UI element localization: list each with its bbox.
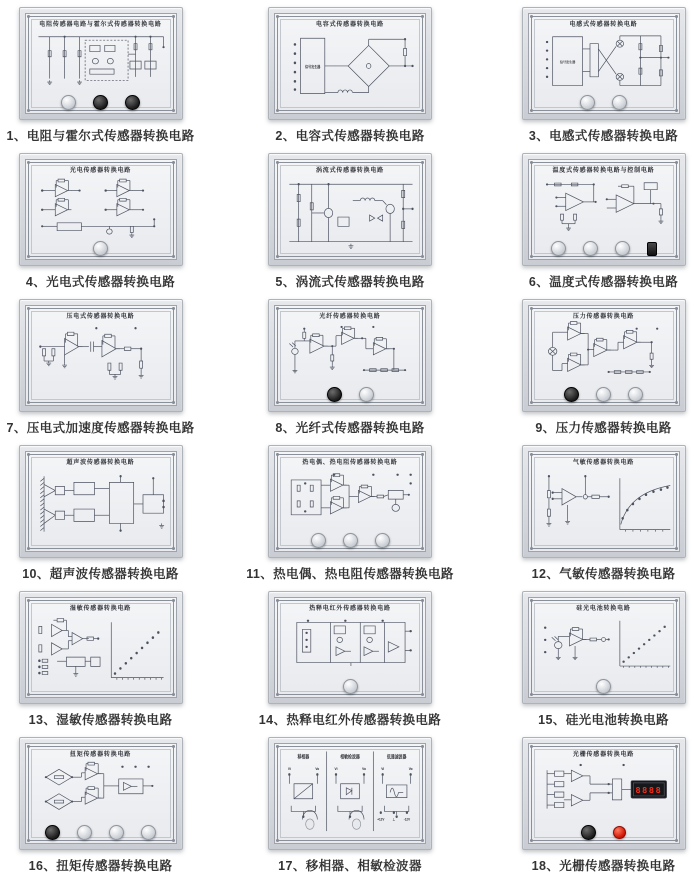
panel-title: 扭矩传感器转换电路 <box>69 752 132 758</box>
catalog-cell <box>0 146 217 292</box>
panel-knobs <box>26 241 176 256</box>
white-knob <box>596 679 611 694</box>
screw-icon <box>172 839 175 842</box>
screw-icon <box>675 15 678 18</box>
screw-icon <box>172 307 175 310</box>
svg-text:+12V: +12V <box>377 817 385 822</box>
screw-icon <box>27 401 30 404</box>
schematic-pressure <box>534 320 674 388</box>
schematic-ultrasonic <box>31 466 171 546</box>
screw-icon <box>530 693 533 696</box>
panel-schematic <box>280 466 420 534</box>
svg-text:Vo: Vo <box>362 766 366 772</box>
black-knob <box>327 387 342 402</box>
schematic-torque <box>31 758 171 826</box>
panel-face <box>274 451 426 552</box>
panel-title: 气敏传感器转换电路 <box>572 460 635 466</box>
panel-schematic <box>534 174 674 242</box>
panel-photo-5 <box>268 153 432 266</box>
panel-caption: 9、压力传感器转换电路 <box>535 421 672 435</box>
panel-face <box>25 451 177 552</box>
catalog-cell <box>233 146 467 292</box>
catalog-cell <box>487 438 700 584</box>
panel-photo-17 <box>268 737 432 850</box>
panel-schematic <box>534 28 674 96</box>
schematic-pyro <box>280 612 420 680</box>
panel-knobs <box>26 95 176 110</box>
svg-text:移相器: 移相器 <box>297 753 310 760</box>
svg-text:⊥: ⊥ <box>392 817 396 822</box>
panel-schematic <box>280 28 420 108</box>
catalog-cell <box>0 438 217 584</box>
panel-photo-16 <box>19 737 183 850</box>
screw-icon <box>675 453 678 456</box>
white-knob <box>615 241 630 256</box>
panel-caption: 17、移相器、相敏检波器 <box>278 859 422 873</box>
schematic-temp <box>534 174 674 242</box>
panel-title: 光电传感器转换电路 <box>69 168 132 174</box>
panel-caption: 2、电容式传感器转换电路 <box>275 129 425 143</box>
panel-face <box>274 13 426 114</box>
panel-photo-8 <box>268 299 432 412</box>
panel-caption: 18、光栅传感器转换电路 <box>531 859 676 873</box>
red-button <box>613 826 626 839</box>
panel-photo-9 <box>522 299 686 412</box>
panel-caption: 16、扭矩传感器转换电路 <box>28 859 173 873</box>
panel-knobs <box>529 387 679 402</box>
schematic-eddy <box>280 174 420 254</box>
screw-icon <box>276 745 279 748</box>
panel-face <box>274 159 426 260</box>
panel-face <box>25 597 177 698</box>
screw-icon <box>530 599 533 602</box>
panel-photo-12 <box>522 445 686 558</box>
panel-knobs <box>529 241 679 256</box>
panel-knobs <box>529 95 679 110</box>
panel-title: 热电偶、热电阻传感器转换电路 <box>302 460 398 466</box>
svg-text:低通滤波器: 低通滤波器 <box>386 753 407 760</box>
panel-title: 温度式传感器转换电路与控制电路 <box>552 168 655 174</box>
white-knob <box>343 679 358 694</box>
screw-icon <box>27 547 30 550</box>
panel-photo-14 <box>268 591 432 704</box>
schematic-fiber <box>280 320 420 388</box>
screw-icon <box>27 15 30 18</box>
panel-face <box>274 743 426 844</box>
screw-icon <box>530 401 533 404</box>
screw-icon <box>276 255 279 258</box>
screw-icon <box>276 307 279 310</box>
panel-caption: 8、光纤式传感器转换电路 <box>275 421 425 435</box>
white-knob <box>583 241 598 256</box>
white-knob <box>628 387 643 402</box>
svg-text:信号发生器: 信号发生器 <box>559 59 575 64</box>
white-knob <box>596 387 611 402</box>
panel-schematic <box>31 466 171 546</box>
catalog-cell <box>233 0 467 146</box>
screw-icon <box>530 745 533 748</box>
screw-icon <box>172 255 175 258</box>
panel-schematic <box>534 612 674 680</box>
schematic-humid_curve <box>31 612 171 692</box>
white-knob <box>109 825 124 840</box>
panel-face <box>274 597 426 698</box>
catalog-cell <box>487 292 700 438</box>
panel-caption: 13、湿敏传感器转换电路 <box>28 713 173 727</box>
screw-icon <box>172 109 175 112</box>
panel-caption: 12、气敏传感器转换电路 <box>531 567 676 581</box>
screw-icon <box>530 547 533 550</box>
svg-text:Vo: Vo <box>408 766 413 772</box>
panel-title: 压力传感器转换电路 <box>572 314 635 320</box>
screw-icon <box>421 599 424 602</box>
panel-face <box>25 159 177 260</box>
panel-title: 湿敏传感器转换电路 <box>69 606 132 612</box>
screw-icon <box>27 599 30 602</box>
catalog-cell <box>487 730 700 880</box>
panel-caption: 5、涡流式传感器转换电路 <box>275 275 425 289</box>
screw-icon <box>27 745 30 748</box>
white-knob <box>612 95 627 110</box>
panel-face <box>528 451 680 552</box>
panel-knobs <box>529 679 679 694</box>
catalog-cell <box>487 584 700 730</box>
panel-caption: 4、光电式传感器转换电路 <box>25 275 176 289</box>
catalog-cell <box>0 584 217 730</box>
panel-caption: 7、压电式加速度传感器转换电路 <box>6 421 195 435</box>
white-knob <box>93 241 108 256</box>
screw-icon <box>530 109 533 112</box>
panel-photo-3 <box>522 7 686 120</box>
panel-face <box>528 13 680 114</box>
screw-icon <box>530 307 533 310</box>
screw-icon <box>421 547 424 550</box>
panel-title: 电容式传感器转换电路 <box>315 22 384 28</box>
panel-schematic <box>280 612 420 680</box>
panel-caption: 11、热电偶、热电阻传感器转换电路 <box>246 567 454 581</box>
screw-icon <box>421 255 424 258</box>
screw-icon <box>421 745 424 748</box>
screw-icon <box>172 15 175 18</box>
panel-title: 压电式传感器转换电路 <box>66 314 135 320</box>
svg-text:Vi: Vi <box>334 766 338 772</box>
screw-icon <box>421 693 424 696</box>
screw-icon <box>675 255 678 258</box>
panel-schematic <box>31 28 171 96</box>
panel-title: 超声波传感器转换电路 <box>66 460 135 466</box>
panel-knobs <box>529 825 679 840</box>
panel-face <box>274 305 426 406</box>
panel-photo-6 <box>522 153 686 266</box>
panel-schematic <box>31 174 171 242</box>
panel-face <box>528 743 680 844</box>
screw-icon <box>276 547 279 550</box>
panel-schematic <box>534 466 674 546</box>
toggle-switch <box>647 242 657 256</box>
screw-icon <box>421 307 424 310</box>
screw-icon <box>675 307 678 310</box>
panel-photo-4 <box>19 153 183 266</box>
catalog-cell <box>233 292 467 438</box>
panel-photo-7 <box>19 299 183 412</box>
panel-face <box>528 159 680 260</box>
white-knob <box>580 95 595 110</box>
white-knob <box>551 241 566 256</box>
schematic-gas_curve <box>534 466 674 546</box>
panel-knobs <box>275 679 425 694</box>
svg-text:信号发生器: 信号发生器 <box>305 64 321 70</box>
panel-schematic <box>31 612 171 692</box>
screw-icon <box>530 161 533 164</box>
catalog-cell <box>233 584 467 730</box>
schematic-resistor_hall <box>31 28 171 96</box>
screw-icon <box>276 161 279 164</box>
panel-caption: 14、热释电红外传感器转换电路 <box>258 713 442 727</box>
screw-icon <box>27 161 30 164</box>
screw-icon <box>172 693 175 696</box>
screw-icon <box>276 401 279 404</box>
screw-icon <box>421 453 424 456</box>
schematic-cap_bridge <box>280 28 420 108</box>
screw-icon <box>276 453 279 456</box>
screw-icon <box>675 839 678 842</box>
panel-knobs <box>26 825 176 840</box>
panel-title: 光纤传感器转换电路 <box>319 314 381 320</box>
screw-icon <box>172 453 175 456</box>
svg-text:-12V: -12V <box>403 817 411 822</box>
schematic-grating <box>534 758 674 826</box>
white-knob <box>343 533 358 548</box>
screw-icon <box>172 547 175 550</box>
panel-title: 光栅传感器转换电路 <box>572 752 635 758</box>
panel-photo-10 <box>19 445 183 558</box>
screw-icon <box>675 599 678 602</box>
panel-schematic <box>280 748 420 838</box>
screw-icon <box>675 401 678 404</box>
screw-icon <box>421 109 424 112</box>
black-knob <box>93 95 108 110</box>
schematic-photo_amps <box>31 174 171 242</box>
catalog-cell <box>487 0 700 146</box>
screw-icon <box>172 745 175 748</box>
panel-schematic <box>280 320 420 388</box>
black-knob <box>581 825 596 840</box>
screw-icon <box>421 401 424 404</box>
screw-icon <box>421 15 424 18</box>
panel-schematic <box>31 320 171 400</box>
screw-icon <box>27 255 30 258</box>
panel-schematic <box>534 758 674 826</box>
panel-caption: 3、电感式传感器转换电路 <box>528 129 679 143</box>
svg-text:Vi: Vi <box>287 766 291 772</box>
schematic-sections <box>280 748 420 838</box>
screw-icon <box>276 599 279 602</box>
black-knob <box>45 825 60 840</box>
screw-icon <box>27 839 30 842</box>
panel-caption: 10、超声波传感器转换电路 <box>22 567 179 581</box>
panel-knobs <box>275 387 425 402</box>
panel-photo-1 <box>19 7 183 120</box>
catalog-cell <box>233 730 467 880</box>
screw-icon <box>276 15 279 18</box>
catalog-cell <box>233 438 467 584</box>
white-knob <box>61 95 76 110</box>
screw-icon <box>675 109 678 112</box>
screw-icon <box>675 547 678 550</box>
schematic-piezo <box>31 320 171 400</box>
panel-face <box>25 13 177 114</box>
screw-icon <box>27 693 30 696</box>
screw-icon <box>530 15 533 18</box>
panel-face <box>528 597 680 698</box>
panel-title: 电阻传感器电路与霍尔式传感器转换电路 <box>39 22 162 28</box>
svg-text:相敏检波器: 相敏检波器 <box>340 753 360 760</box>
screw-icon <box>675 693 678 696</box>
white-knob <box>375 533 390 548</box>
schematic-silicon_curve <box>534 612 674 680</box>
panel-title: 涡流式传感器转换电路 <box>315 168 384 174</box>
panel-caption: 1、电阻与霍尔式传感器转换电路 <box>6 129 195 143</box>
white-knob <box>77 825 92 840</box>
screw-icon <box>421 839 424 842</box>
screw-icon <box>675 745 678 748</box>
panel-photo-18 <box>522 737 686 850</box>
panel-caption: 6、温度式传感器转换电路 <box>528 275 679 289</box>
screw-icon <box>27 453 30 456</box>
panel-photo-2 <box>268 7 432 120</box>
panel-knobs <box>275 533 425 548</box>
panel-schematic <box>31 758 171 826</box>
screw-icon <box>172 401 175 404</box>
panel-title: 硅光电池转换电路 <box>576 606 631 612</box>
panel-schematic <box>534 320 674 388</box>
white-knob <box>311 533 326 548</box>
screw-icon <box>276 839 279 842</box>
catalog-cell <box>0 292 217 438</box>
panel-caption: 15、硅光电池转换电路 <box>538 713 669 727</box>
panel-face <box>25 305 177 406</box>
screw-icon <box>27 109 30 112</box>
black-knob <box>125 95 140 110</box>
white-knob <box>359 387 374 402</box>
screw-icon <box>530 839 533 842</box>
screw-icon <box>276 693 279 696</box>
schematic-ind_bridge <box>534 28 674 96</box>
screw-icon <box>276 109 279 112</box>
schematic-thermo <box>280 466 420 534</box>
panel-photo-13 <box>19 591 183 704</box>
screw-icon <box>530 453 533 456</box>
screw-icon <box>530 255 533 258</box>
panel-title: 电感式传感器转换电路 <box>569 22 638 28</box>
white-knob <box>141 825 156 840</box>
catalog-cell <box>487 146 700 292</box>
panel-schematic <box>280 174 420 254</box>
panel-photo-15 <box>522 591 686 704</box>
catalog-cell <box>0 0 217 146</box>
catalog-cell <box>0 730 217 880</box>
panel-face <box>25 743 177 844</box>
panel-face <box>528 305 680 406</box>
panel-title: 热释电红外传感器转换电路 <box>309 606 391 612</box>
screw-icon <box>172 599 175 602</box>
screw-icon <box>421 161 424 164</box>
svg-text:8888: 8888 <box>634 786 662 796</box>
black-knob <box>564 387 579 402</box>
svg-text:Vo: Vo <box>315 766 320 772</box>
screw-icon <box>27 307 30 310</box>
panel-photo-11 <box>268 445 432 558</box>
screw-icon <box>172 161 175 164</box>
screw-icon <box>675 161 678 164</box>
svg-text:Vi: Vi <box>381 766 385 772</box>
